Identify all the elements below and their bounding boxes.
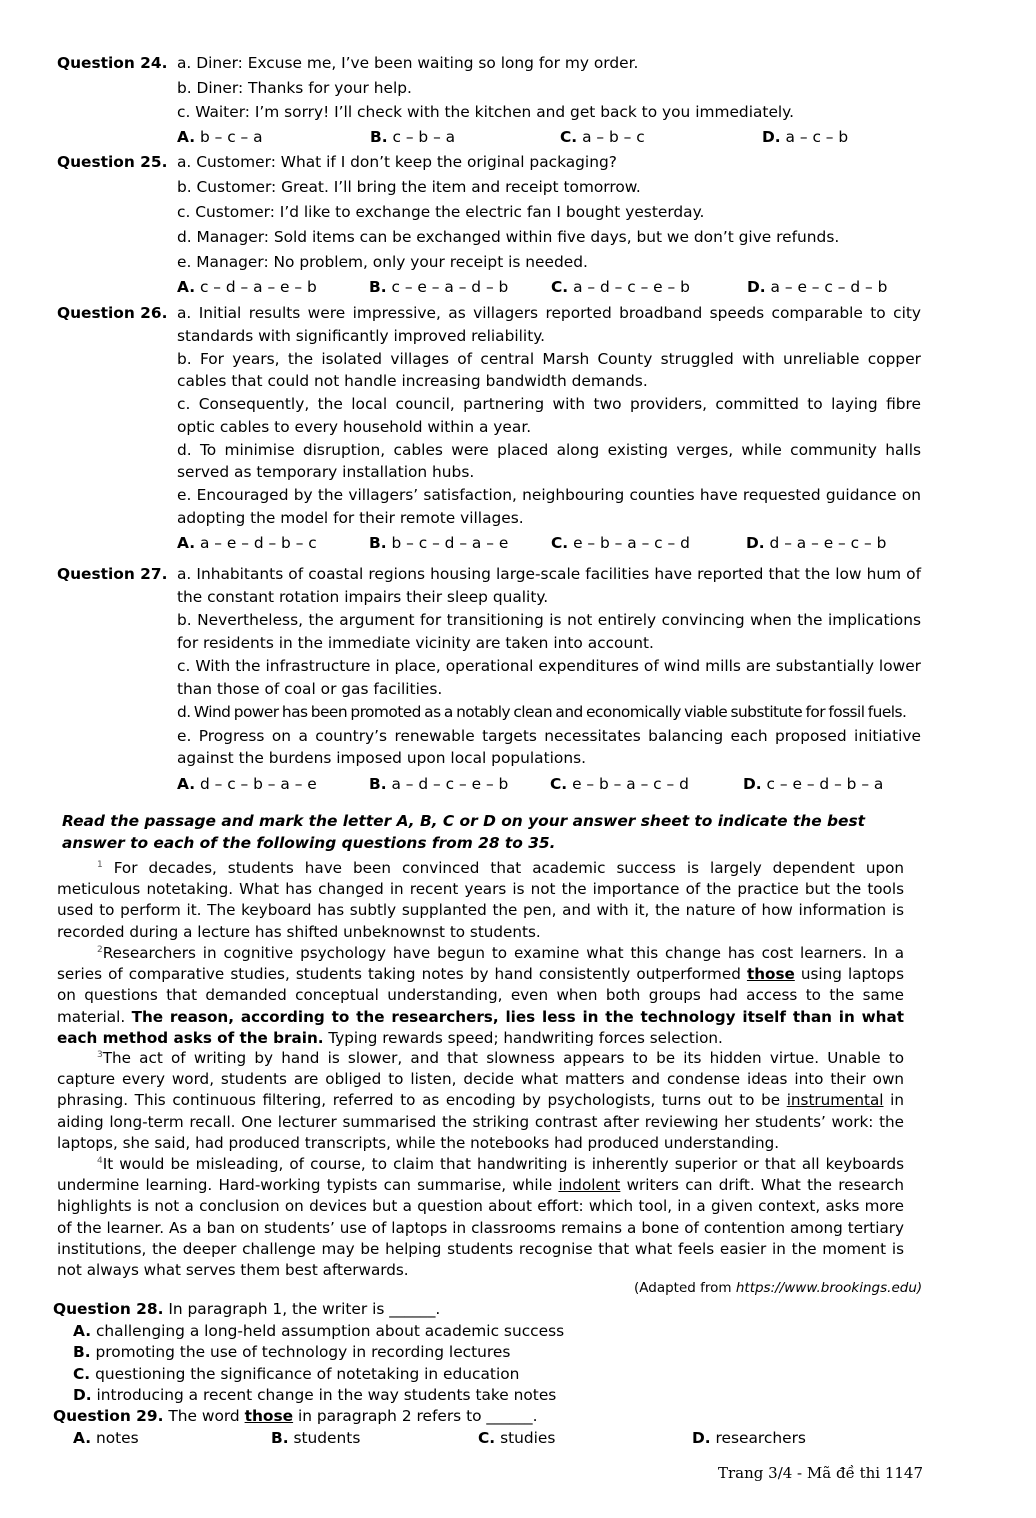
underlined-word-indolent: indolent: [558, 1176, 621, 1195]
question-26: [57, 302, 937, 555]
option-a[interactable]: A. d – c – b – a – e: [177, 774, 317, 793]
question-24: [57, 52, 937, 148]
option-c[interactable]: C. a – b – c: [560, 127, 645, 146]
option-b[interactable]: B. c – b – a: [370, 127, 456, 146]
question-item: e. Manager: No problem, only your receipt is needed.: [177, 253, 588, 271]
question-28: [53, 1299, 933, 1407]
paragraph-number: 3: [97, 1050, 103, 1060]
option-d[interactable]: D. c – e – d – b – a: [743, 774, 884, 793]
option-d[interactable]: D. introducing a recent change in the way students take notes: [73, 1386, 557, 1404]
question-stem: in paragraph 2 refers to ______.: [293, 1407, 538, 1425]
option-d[interactable]: D. a – e – c – d – b: [747, 278, 888, 296]
answer-options: [177, 276, 921, 299]
paragraph-text: The act of writing by hand is slower, and that slowness appears to be its hidden virtue. Unable to capture every word, students are obliged to listen, decide what matters and condense ideas into their own phrasing. This continuous filtering, referred to as encoding by psychologists, turns out to be: [57, 1049, 904, 1110]
reading-instruction: Read the passage and mark the letter A, B, C or D on your answer sheet to indicate the best answer to each of the following questions from 28 to 35.: [62, 812, 865, 852]
paragraph-text: writers can drift. What the research highlights is not a conclusion on devices but a question about effort: which tool, in a given context, asks more of the learner. As a ban on students’ use of laptops in classrooms remains a bone of contention among tertiary institutions, the deeper challenge may be helping students recognise that what feels easier in the moment is not always what serves them best afterwards.: [57, 1176, 904, 1280]
question-item: d. Manager: Sold items can be exchanged within five days, but we don’t give refunds.: [177, 228, 840, 246]
question-item: b. Diner: Thanks for your help.: [177, 78, 412, 97]
question-item: a. Inhabitants of coastal regions housing large-scale facilities have reported that the low hum of the constant rotation impairs their sleep quality.: [177, 565, 921, 606]
option-c[interactable]: C. e – b – a – c – d: [550, 774, 689, 793]
option-a[interactable]: A. challenging a long-held assumption about academic success: [73, 1321, 565, 1340]
option-c[interactable]: C. studies: [478, 1428, 556, 1447]
question-label: Question 26.: [57, 304, 168, 322]
question-item: c. Customer: I’d like to exchange the electric fan I bought yesterday.: [177, 203, 705, 221]
passage-source: (Adapted from https://www.brookings.edu): [634, 1280, 923, 1296]
paragraph-text: Typing rewards speed; handwriting forces selection.: [323, 1028, 723, 1047]
paragraph-number: 4: [97, 1156, 103, 1166]
question-item: c. Waiter: I’m sorry! I’ll check with the kitchen and get back to you immediately.: [177, 103, 794, 121]
question-item: a. Initial results were impressive, as villagers reported broadband speeds comparable to city standards with significantly improved reliability.: [177, 304, 921, 345]
question-label: Question 25.: [57, 153, 168, 171]
option-c[interactable]: C. questioning the significance of notetaking in education: [73, 1364, 520, 1383]
question-item: b. For years, the isolated villages of central Marsh County struggled with unreliable copper cables that could not handle increasing bandwidth demands.: [177, 349, 921, 390]
question-item: c. With the infrastructure in place, operational expenditures of wind mills are substantially lower than those of coal or gas facilities.: [177, 657, 921, 698]
question-label: Question 28.: [53, 1300, 164, 1318]
paragraph-text: Researchers in cognitive psychology have begun to examine what this change has cost learners. In a series of comparative studies, students taking notes by hand consistently outperformed: [57, 944, 904, 984]
bold-sentence: The reason, according to the researchers, lies less in the technology itself than in what each method asks of the brain.: [57, 1007, 905, 1047]
option-d[interactable]: D. d – a – e – c – b: [746, 534, 887, 552]
question-item: c. Consequently, the local council, partnering with two providers, committed to laying fibre optic cables to every household within a year.: [177, 395, 921, 436]
question-item: e. Encouraged by the villagers’ satisfaction, neighbouring counties have requested guidance on adopting the model for their remote villages.: [177, 486, 921, 527]
source-url[interactable]: https://www.brookings.edu): [735, 1280, 923, 1296]
underlined-word-those: those: [746, 965, 795, 984]
question-stem: In paragraph 1, the writer is ______.: [168, 1300, 441, 1318]
page-footer: Trang 3/4 - Mã đề thi 1147: [718, 1464, 923, 1482]
option-b[interactable]: B. c – e – a – d – b: [369, 278, 509, 296]
question-label: Question 24.: [57, 54, 168, 72]
option-a[interactable]: A. notes: [73, 1428, 139, 1447]
option-b[interactable]: B. a – d – c – e – b: [369, 774, 509, 793]
underlined-word-those: those: [244, 1407, 294, 1425]
option-a[interactable]: A. b – c – a: [177, 127, 263, 146]
option-b[interactable]: B. promoting the use of technology in recording lectures: [73, 1343, 511, 1361]
option-b[interactable]: B. students: [271, 1428, 361, 1447]
paragraph-text: using laptops on questions that demanded conceptual understanding, even when both groups had access to the same material.: [57, 965, 904, 1026]
option-d[interactable]: D. a – c – b: [762, 127, 849, 146]
option-b[interactable]: B. b – c – d – a – e: [369, 534, 509, 552]
option-c[interactable]: C. e – b – a – c – d: [551, 534, 690, 552]
answer-options: [177, 532, 921, 555]
underlined-word-instrumental: instrumental: [786, 1091, 884, 1110]
paragraph-number: 2: [97, 945, 103, 955]
option-d[interactable]: D. researchers: [692, 1428, 806, 1447]
paragraph-number: 1: [97, 860, 103, 870]
passage-paragraph-1: [57, 855, 904, 943]
paragraph-text: For decades, students have been convinced that academic success is largely dependent upon meticulous notetaking. What has changed in recent years is not the importance of the practice but the tools used to perform it. The keyboard has subtly supplanted the pen, and with it, the nature of how information is recorded during a lecture has shifted unbeknownst to students.: [57, 859, 905, 941]
question-item: a. Diner: Excuse me, I’ve been waiting so long for my order.: [177, 54, 639, 72]
question-item: b. Customer: Great. I’ll bring the item and receipt tomorrow.: [177, 178, 641, 196]
question-item: a. Customer: What if I don’t keep the original packaging?: [177, 153, 617, 171]
paragraph-text: It would be misleading, of course, to claim that handwriting is inherently superior or that all keyboards undermine learning. Hard-working typists can summarise, while: [57, 1155, 904, 1195]
option-a[interactable]: A. c – d – a – e – b: [177, 278, 317, 296]
question-stem: The word: [168, 1407, 245, 1425]
option-c[interactable]: C. a – d – c – e – b: [551, 278, 690, 296]
answer-options: [177, 773, 921, 796]
question-25: [57, 151, 937, 299]
answer-options: [177, 126, 921, 149]
question-label: Question 27.: [57, 565, 168, 583]
passage-paragraph-2: [57, 940, 904, 1049]
question-item: b. Nevertheless, the argument for transitioning is not entirely convincing when the implications for residents in the immediate vicinity are taken into account.: [177, 611, 921, 652]
passage-paragraph-3: [57, 1045, 904, 1154]
question-item: e. Progress on a country’s renewable targets necessitates balancing each proposed initiative against the burdens imposed upon local populations.: [177, 726, 921, 767]
question-item: d. Wind power has been promoted as a notably clean and economically viable substitute for fossil fuels.: [177, 703, 907, 721]
paragraph-text: in aiding long-term recall. One lecturer summarised the striking contrast after reviewing her students’ work: the laptops, she said, had produced transcripts, while the notebooks had produced understanding.: [57, 1091, 904, 1152]
answer-options: [73, 1428, 933, 1450]
option-a[interactable]: A. a – e – d – b – c: [177, 534, 317, 552]
question-27: [57, 563, 937, 795]
question-label: Question 29.: [53, 1407, 164, 1425]
question-29: [53, 1406, 933, 1449]
question-item: d. To minimise disruption, cables were placed along existing verges, while community halls served as temporary installation hubs.: [177, 440, 921, 481]
passage-paragraph-4: [57, 1151, 904, 1281]
